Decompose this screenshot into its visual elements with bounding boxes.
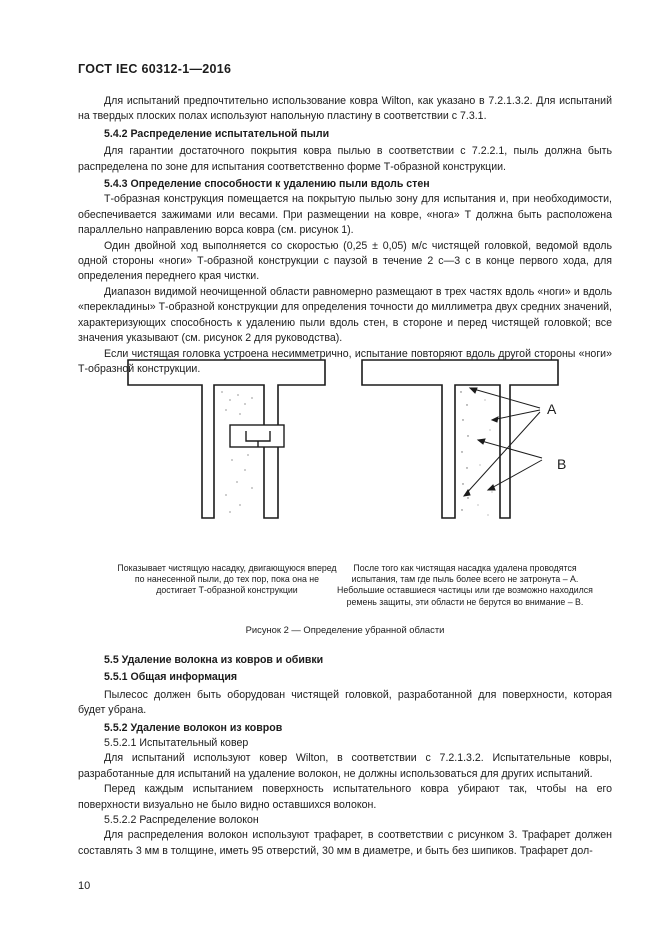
figure-caption-left: Показывает чистящую насадку, двигающуюся вперед по нанесенной пыли, до тех пор, пока она не достигает Т-образной конструкции [117,563,337,596]
section-heading: 5.4.2 Распределение испытательной пыли [104,127,330,140]
left-dust-area [221,391,252,512]
label-a: A [547,401,557,417]
right-dust-area [460,391,492,515]
figure-title: Рисунок 2 — Определение убранной области [245,624,445,635]
document-header: ГОСТ IEC 60312-1—2016 [78,62,232,76]
page-number: 10 [78,880,91,892]
figure-caption-right: После того как чистящая насадка удалена проводятся испытания, там где пыль более всего не затронута – A. Небольшие оставшиеся частицы или где возможно находился ремень защиты, эти области не берутся во внимание – B. [337,563,593,607]
cleaning-nozzle [230,425,284,447]
paragraph: Пылесос должен быть оборудован чистящей головкой, разработанной для поверхности, которая будет убрана. [78,688,612,717]
right-t-structure [362,360,558,518]
paragraph: Для гарантии достаточного покрытия ковра пылью в соответствии с 7.2.2.1, пыль должна быть распределена по зоне для испытания соответственно форме Т-образной конструкции. [78,145,612,173]
paragraph: Т-образная конструкция помещается на покрытую пылью зону для испытания и, при необходимости, обеспечивается зажимами или весами. При размещении на ковре, «нога» Т должна быть расположена параллельно направлению ворса ковра (см. рисунок 1). [78,193,612,237]
paragraph: Если чистящая головка устроена несимметрично, испытание повторяют вдоль другой стороны «ноги» Т-образной конструкции. [78,347,612,375]
paragraph: Один двойной ход выполняется со скоростью (0,25 ± 0,05) м/с чистящей головкой, ведомой вдоль одной стороны «ноги» Т-образной конструкции с паузой в течение 2 с—3 с в конце первого хода, для определения переднего края чистки. [78,239,612,283]
subsection-heading: 5.5.2.2 Распределение волокон [104,814,259,827]
paragraph: Диапазон видимой неочищенной области равномерно размещают в трех частях вдоль «ноги» и вдоль «перекладины» Т-образной конструкции для определения точности до миллиметра двух средних значений, характеризующих способность к удалению пыли вдоль стен, в стороне и перед чистящей головкой; все значения указывают (см. рисунок 2 для руководства). [78,285,612,345]
label-b: B [557,456,567,472]
paragraph: Для испытаний используют ковер Wilton, в соответствии с 7.2.1.3.2. Испытательные ковры, разработанные для испытаний на удаление волокон, не должны использоваться для других испытаний. [78,752,612,780]
leader-lines [464,388,542,496]
lower-text-block [78,653,612,859]
paragraph: Для испытаний предпочтительно использование ковра Wilton, как указано в 7.2.1.3.2. Для испытаний на твердых плоских полах используют напольную пластину в соответствии с 7.3.1. [78,95,612,123]
subsection-heading: 5.5.2.1 Испытательный ковер [104,737,249,750]
left-t-structure [128,360,325,518]
paragraph: Перед каждым испытанием поверхность испытательного ковра убирают так, чтобы на его поверхности визуально не было видно оставшихся волокон. [78,783,612,811]
paragraph: Для распределения волокон используют трафарет, в соответствии с рисунком 3. Трафарет должен составлять 3 мм в толщине, иметь 95 отверстий, 30 мм в диаметре, и быть без шипиков. Трафарет дол- [78,829,612,857]
section-heading: 5.5.2 Удаление волокон из ковров [104,721,283,734]
section-heading: 5.5 Удаление волокна из ковров и обивки [104,654,324,666]
section-heading: 5.4.3 Определение способности к удалению пыли вдоль стен [104,178,430,191]
section-heading: 5.5.1 Общая информация [104,671,238,684]
